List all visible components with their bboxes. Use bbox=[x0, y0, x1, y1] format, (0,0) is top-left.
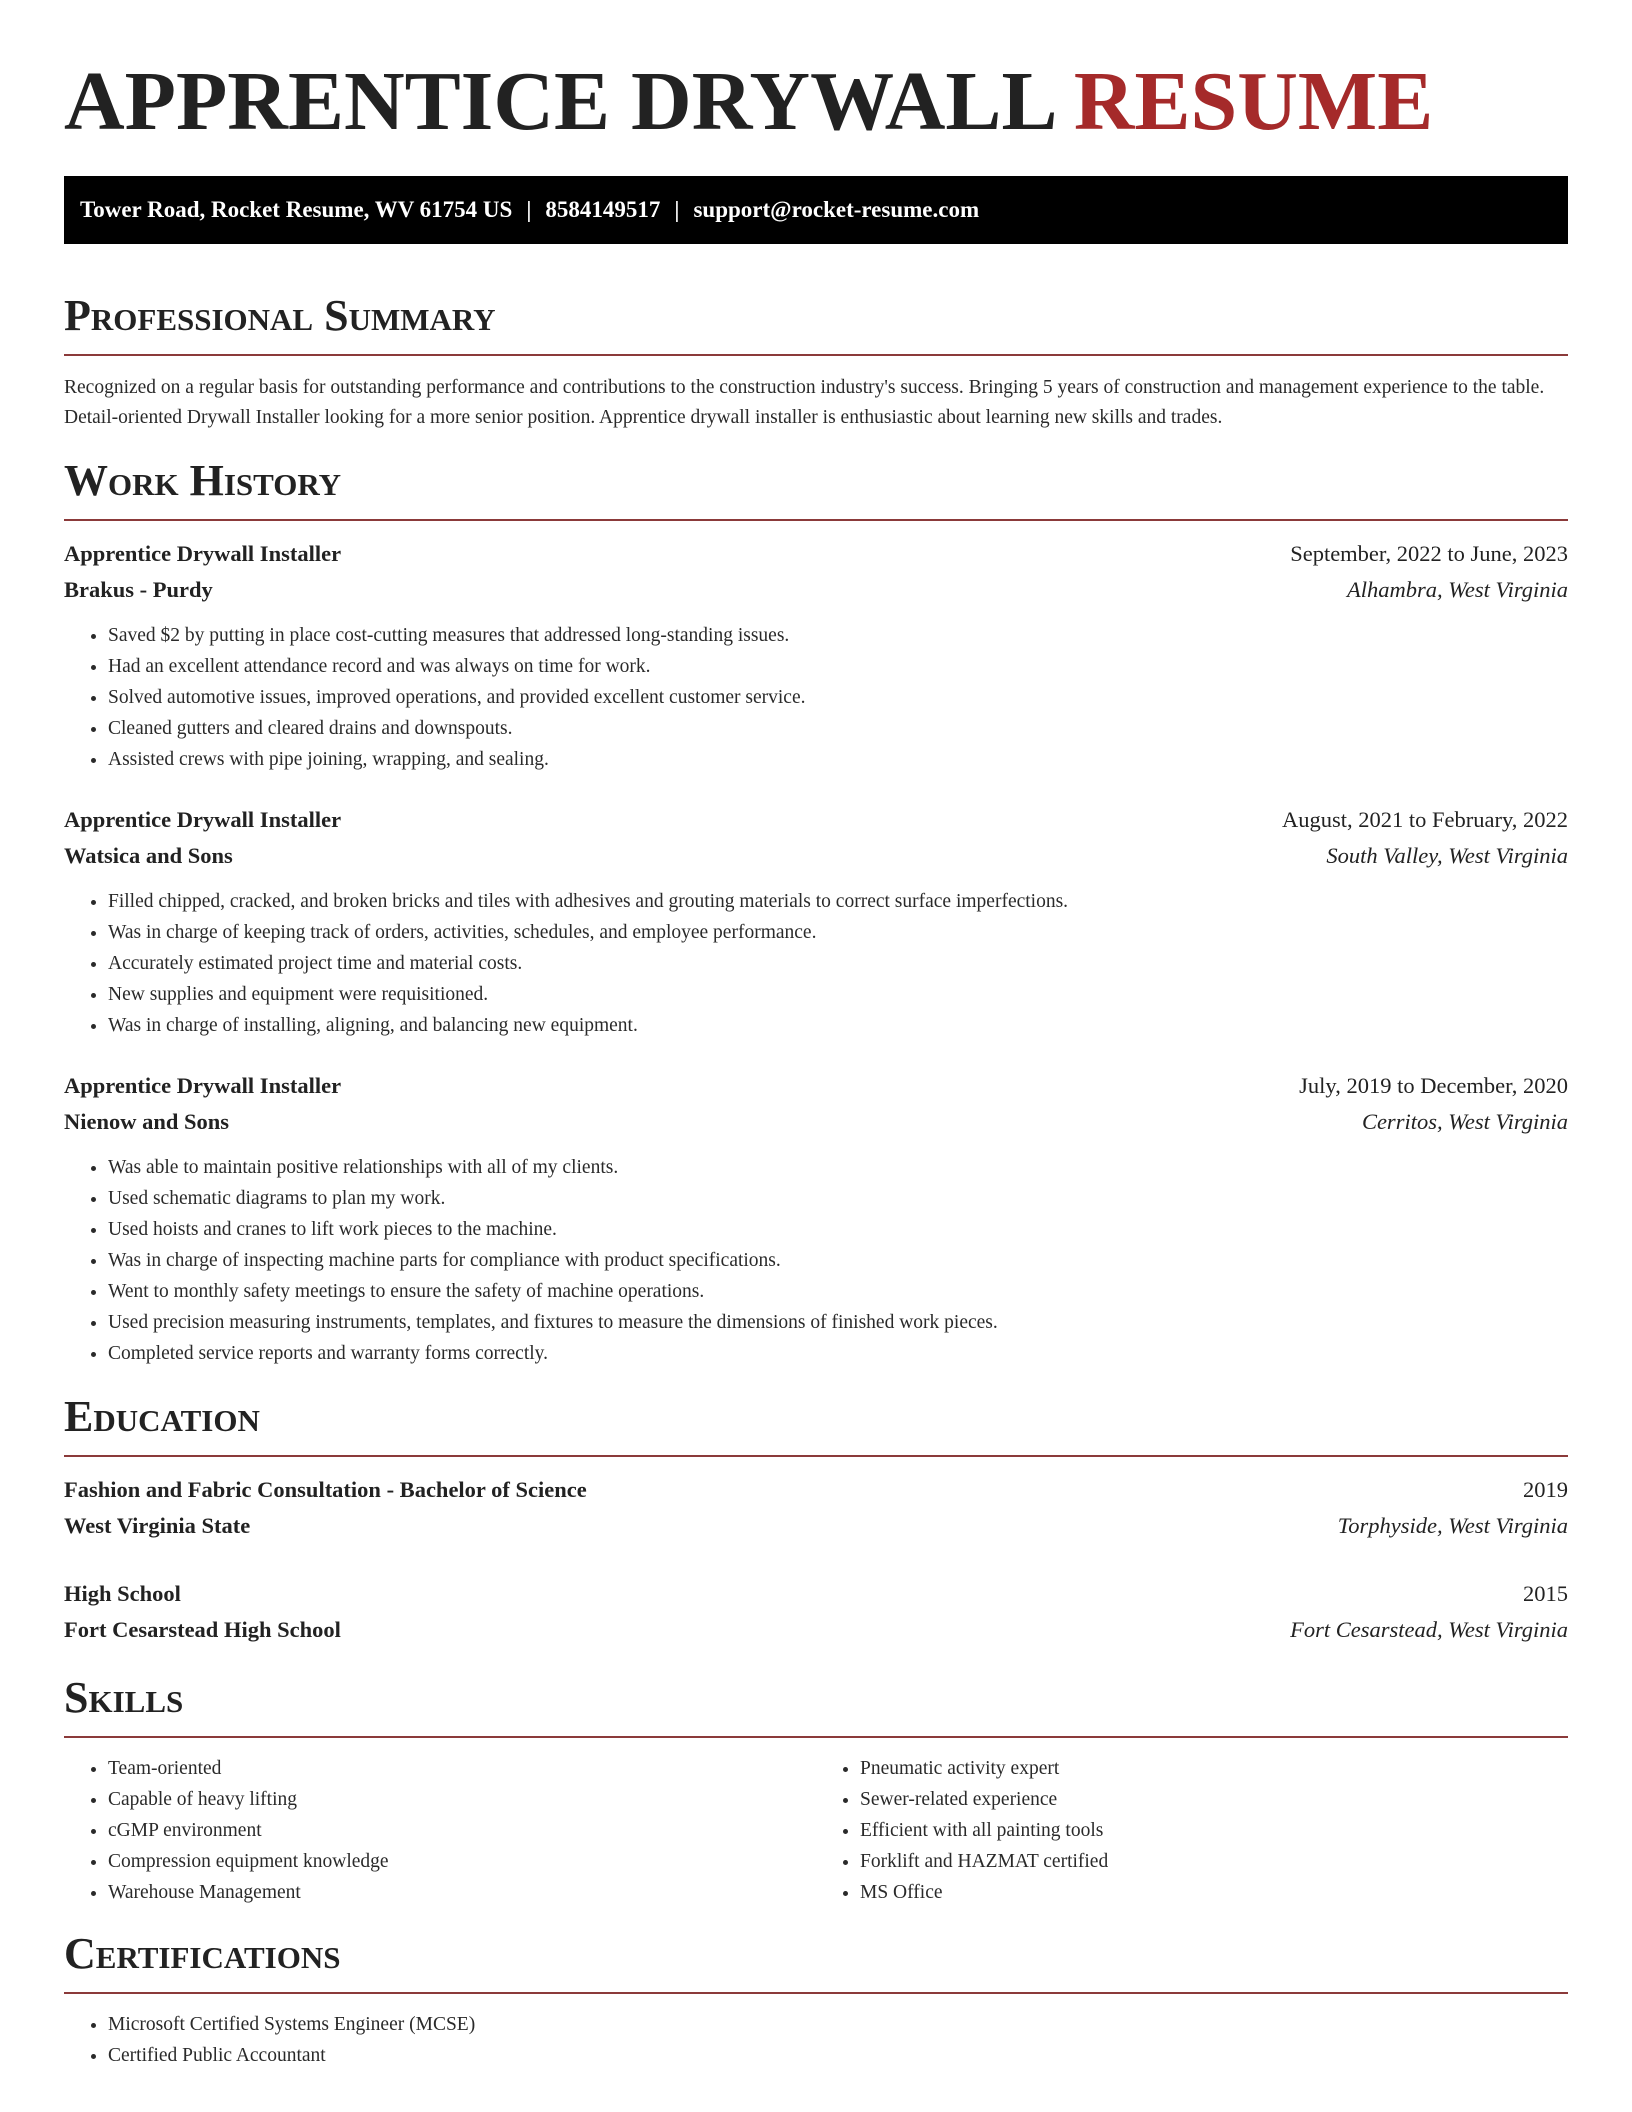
list-item: • Saved $2 by putting in place cost-cutting measures that addressed long-standing issues. bbox=[108, 620, 1568, 651]
education-degree-row bbox=[64, 1472, 1568, 1508]
contact-phone: 8584149517 bbox=[545, 197, 661, 222]
job-location: Alhambra, West Virginia bbox=[1346, 577, 1568, 602]
job-company-row bbox=[64, 838, 1568, 874]
list-item: • Was in charge of keeping track of orders, activities, schedules, and employee performance. bbox=[108, 917, 1568, 948]
job-location: South Valley, West Virginia bbox=[1326, 843, 1568, 868]
job-title: Apprentice Drywall Installer bbox=[64, 807, 342, 832]
skills-grid bbox=[64, 1753, 1568, 1908]
list-item: • Compression equipment knowledge bbox=[108, 1846, 816, 1877]
summary-heading: Professional Summary bbox=[64, 291, 496, 340]
job-entry bbox=[64, 1068, 1568, 1369]
certifications-list bbox=[64, 2009, 1568, 2071]
job-duties-list bbox=[64, 1152, 1568, 1369]
list-item: • Sewer-related experience bbox=[860, 1784, 1568, 1815]
list-item: • Capable of heavy lifting bbox=[108, 1784, 816, 1815]
education-section bbox=[64, 1391, 1568, 1648]
list-item: • Was in charge of inspecting machine parts for compliance with product specifications. bbox=[108, 1245, 1568, 1276]
list-item: • cGMP environment bbox=[108, 1815, 816, 1846]
contact-separator: | bbox=[526, 197, 532, 222]
education-entry bbox=[64, 1472, 1568, 1544]
section-divider bbox=[64, 1736, 1568, 1738]
education-school: Fort Cesarstead High School bbox=[64, 1617, 341, 1642]
skills-list-right bbox=[816, 1753, 1568, 1908]
contact-address: Tower Road, Rocket Resume, WV 61754 US bbox=[80, 197, 513, 222]
skills-section bbox=[64, 1672, 1568, 1908]
list-item: • MS Office bbox=[860, 1877, 1568, 1908]
summary-section bbox=[64, 290, 1568, 433]
section-divider bbox=[64, 1455, 1568, 1457]
job-dates: July, 2019 to December, 2020 bbox=[1299, 1073, 1568, 1098]
education-location: Torphyside, West Virginia bbox=[1337, 1513, 1568, 1538]
job-company: Nienow and Sons bbox=[64, 1109, 230, 1134]
job-title: Apprentice Drywall Installer bbox=[64, 1073, 342, 1098]
job-title: Apprentice Drywall Installer bbox=[64, 541, 342, 566]
job-entry bbox=[64, 802, 1568, 1041]
education-heading: Education bbox=[64, 1392, 260, 1441]
list-item: • Solved automotive issues, improved operations, and provided excellent customer service. bbox=[108, 682, 1568, 713]
job-company: Brakus - Purdy bbox=[64, 577, 213, 602]
job-title-row bbox=[64, 802, 1568, 838]
list-item: • Had an excellent attendance record and was always on time for work. bbox=[108, 651, 1568, 682]
education-school-row bbox=[64, 1612, 1568, 1648]
job-company-row bbox=[64, 1104, 1568, 1140]
education-school: West Virginia State bbox=[64, 1513, 251, 1538]
job-dates: September, 2022 to June, 2023 bbox=[1290, 541, 1568, 566]
job-entry bbox=[64, 536, 1568, 775]
list-item: • Used hoists and cranes to lift work pieces to the machine. bbox=[108, 1214, 1568, 1245]
list-item: • Went to monthly safety meetings to ensure the safety of machine operations. bbox=[108, 1276, 1568, 1307]
section-divider bbox=[64, 354, 1568, 356]
job-location: Cerritos, West Virginia bbox=[1361, 1109, 1568, 1134]
list-item: • Was able to maintain positive relationships with all of my clients. bbox=[108, 1152, 1568, 1183]
list-item: • Pneumatic activity expert bbox=[860, 1753, 1568, 1784]
contact-email: support@rocket-resume.com bbox=[693, 197, 980, 222]
certifications-section bbox=[64, 1928, 1568, 2071]
contact-bar bbox=[64, 176, 1568, 244]
list-item: • Accurately estimated project time and material costs. bbox=[108, 948, 1568, 979]
list-item: • Warehouse Management bbox=[108, 1877, 816, 1908]
job-dates: August, 2021 to February, 2022 bbox=[1281, 807, 1568, 832]
section-divider bbox=[64, 1992, 1568, 1994]
education-school-row bbox=[64, 1508, 1568, 1544]
list-item: • Filled chipped, cracked, and broken bricks and tiles with adhesives and grouting materials to correct surface imperfections. bbox=[108, 886, 1568, 917]
summary-text: Recognized on a regular basis for outstanding performance and contributions to the construction industry's success. Bringing 5 years of construction and management experience to the table. Detail-oriented Drywall Installer looking for a more senior position. Apprentice drywall installer is enthusiastic about learning new skills and trades. bbox=[64, 377, 1545, 428]
list-item: • Used precision measuring instruments, templates, and fixtures to measure the dimensions of finished work pieces. bbox=[108, 1307, 1568, 1338]
contact-separator: | bbox=[674, 197, 680, 222]
job-duties-list bbox=[64, 886, 1568, 1041]
work-history-section bbox=[64, 455, 1568, 1369]
job-company-row bbox=[64, 572, 1568, 608]
education-location: Fort Cesarstead, West Virginia bbox=[1290, 1617, 1568, 1642]
education-year: 2019 bbox=[1523, 1477, 1568, 1502]
title-main: APPRENTICE DRYWALL bbox=[64, 55, 1053, 148]
list-item: • Microsoft Certified Systems Engineer (MCSE) bbox=[108, 2009, 1568, 2040]
list-item: • New supplies and equipment were requisitioned. bbox=[108, 979, 1568, 1010]
education-year: 2015 bbox=[1523, 1581, 1568, 1606]
job-title-row bbox=[64, 536, 1568, 572]
list-item: • Assisted crews with pipe joining, wrapping, and sealing. bbox=[108, 744, 1568, 775]
title-accent: RESUME bbox=[1073, 55, 1434, 148]
education-degree-row bbox=[64, 1576, 1568, 1612]
education-entry bbox=[64, 1576, 1568, 1648]
work-history-heading: Work History bbox=[64, 456, 342, 505]
section-divider bbox=[64, 519, 1568, 521]
education-degree: Fashion and Fabric Consultation - Bachelor of Science bbox=[64, 1477, 587, 1502]
list-item: • Team-oriented bbox=[108, 1753, 816, 1784]
skills-heading: Skills bbox=[64, 1673, 184, 1722]
education-degree: High School bbox=[64, 1581, 181, 1606]
list-item: • Completed service reports and warranty forms correctly. bbox=[108, 1338, 1568, 1369]
list-item: • Forklift and HAZMAT certified bbox=[860, 1846, 1568, 1877]
job-title-row bbox=[64, 1068, 1568, 1104]
certifications-heading: Certifications bbox=[64, 1929, 341, 1978]
list-item: • Efficient with all painting tools bbox=[860, 1815, 1568, 1846]
list-item: • Certified Public Accountant bbox=[108, 2040, 1568, 2071]
skills-list-left bbox=[64, 1753, 816, 1908]
list-item: • Was in charge of installing, aligning, and balancing new equipment. bbox=[108, 1010, 1568, 1041]
list-item: • Used schematic diagrams to plan my work. bbox=[108, 1183, 1568, 1214]
resume-title bbox=[64, 52, 1568, 152]
list-item: • Cleaned gutters and cleared drains and downspouts. bbox=[108, 713, 1568, 744]
job-company: Watsica and Sons bbox=[64, 843, 233, 868]
job-duties-list bbox=[64, 620, 1568, 775]
